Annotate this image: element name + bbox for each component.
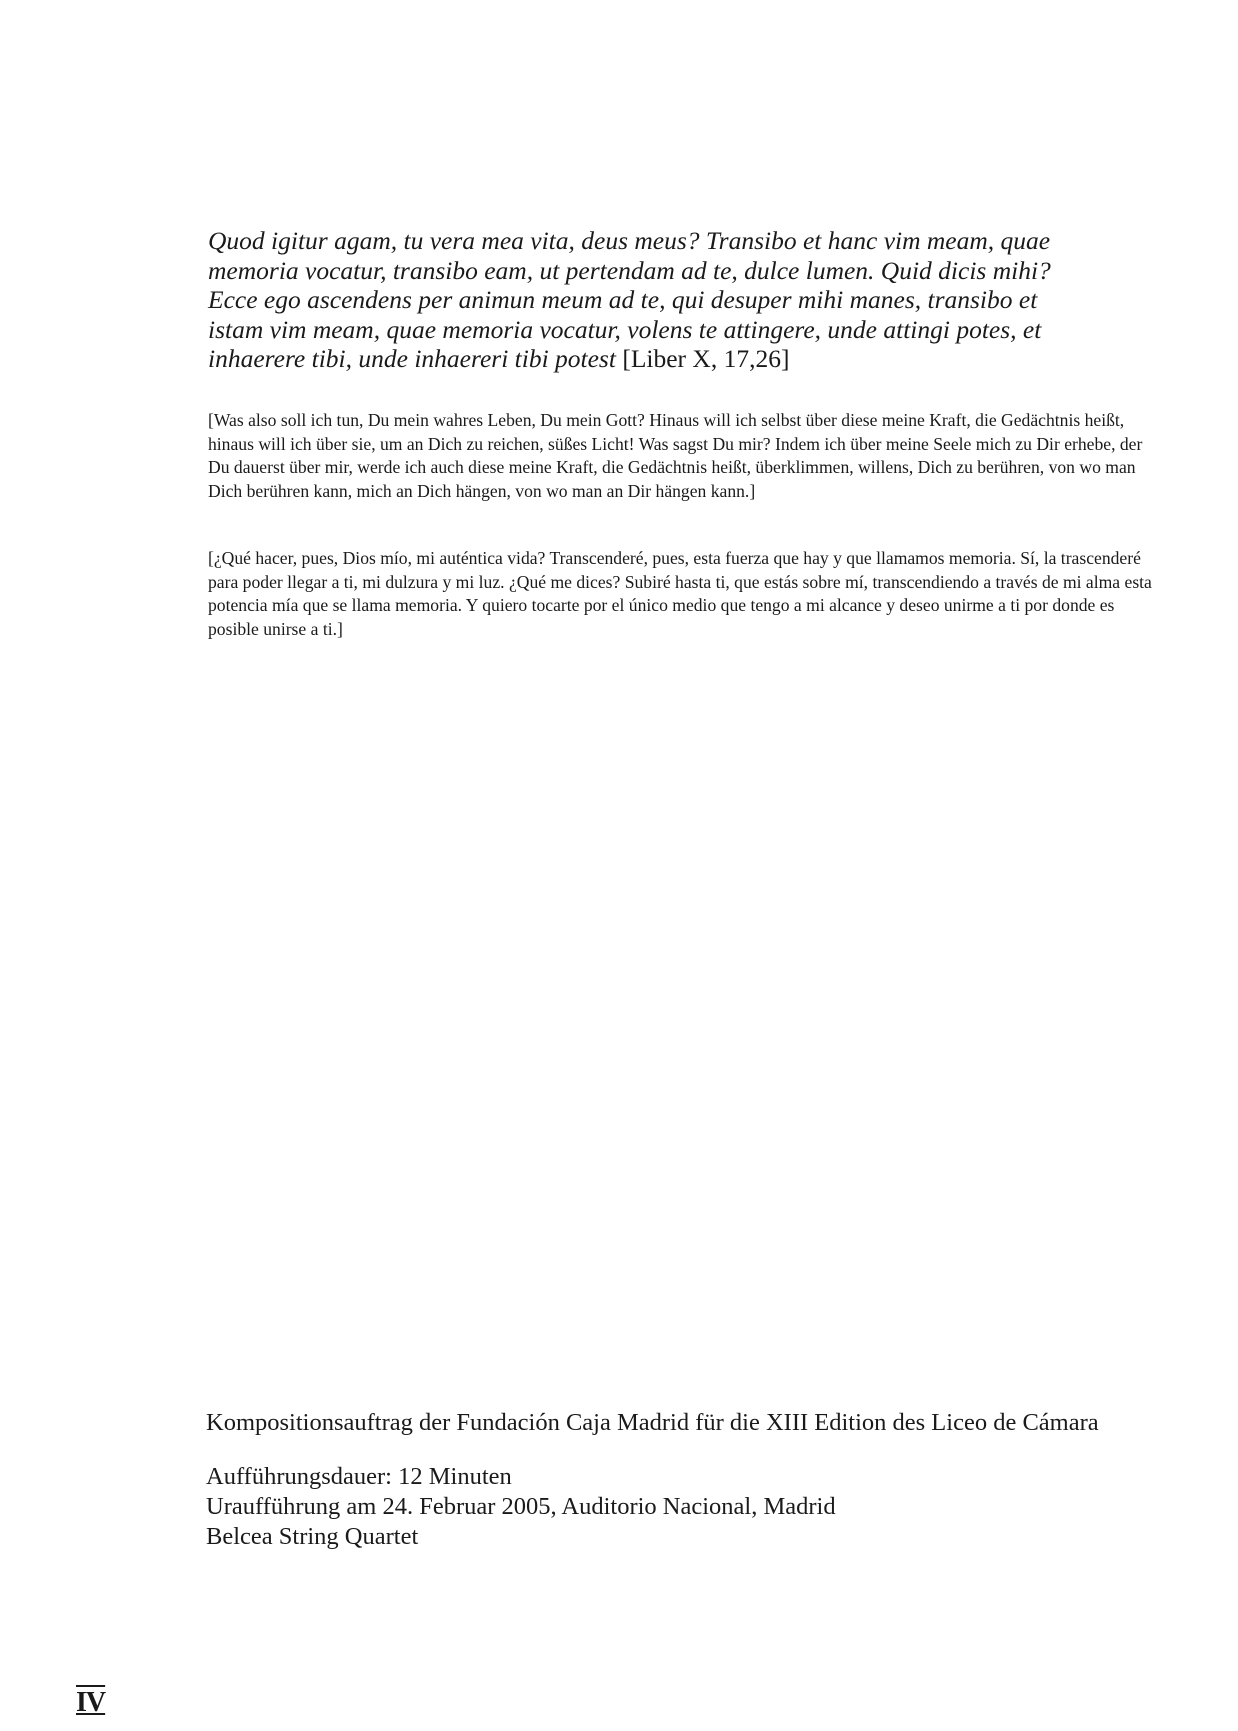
performers-note: Belcea String Quartet	[206, 1523, 419, 1550]
latin-text: Quod igitur agam, tu vera mea vita, deus meus? Transibo et hanc vim meam, quae memoria vocatur, transibo eam, ut pertendam ad te, dulce lumen. Quid dicis mihi? Ecce ego ascendens per animun meum ad te, qui desuper mihi manes, transibo et istam vim meam, quae memoria vocatur, volens te attingere, unde attingi potes, et inhaerere tibi, unde inhaereri tibi potest	[208, 226, 1051, 373]
latin-reference: [Liber X, 17,26]	[622, 344, 790, 373]
spanish-translation: [¿Qué hacer, pues, Dios mío, mi auténtica vida? Transcenderé, pues, esta fuerza que hay y que llamamos memoria. Sí, la trascenderé para poder llegar a ti, mi dulzura y mi luz. ¿Qué me dices? Subiré hasta ti, que estás sobre mí, transcendiendo a través de mi alma esta potencia mía que se llama memoria. Y quiero tocarte por el único medio que tengo a mi alcance y deseo unirme a ti por donde es posible unirse a ti.]	[208, 548, 1152, 639]
page-number: IV	[76, 1687, 106, 1718]
premiere-note: Uraufführung am 24. Februar 2005, Auditorio Nacional, Madrid	[206, 1493, 836, 1520]
commission-note: Kompositionsauftrag der Fundación Caja Madrid für die XIII Edition des Liceo de Cámara	[206, 1409, 1099, 1436]
duration-note: Aufführungsdauer: 12 Minuten	[206, 1463, 512, 1490]
german-translation: [Was also soll ich tun, Du mein wahres Leben, Du mein Gott? Hinaus will ich selbst über diese meine Kraft, die Gedächtnis heißt, hinaus will ich über sie, um an Dich zu reichen, süßes Licht! Was sagst Du mir? Indem ich über meine Seele mich zu Dir erhebe, der Du dauerst über mir, werde ich auch diese meine Kraft, die Gedächtnis heißt, überklimmen, willens, Dich zu berühren, von wo man Dich berühren kann, mich an Dich hängen, von wo man an Dir hängen kann.]	[208, 410, 1143, 501]
latin-quotation	[208, 226, 1088, 374]
credits-block	[206, 1408, 1166, 1552]
